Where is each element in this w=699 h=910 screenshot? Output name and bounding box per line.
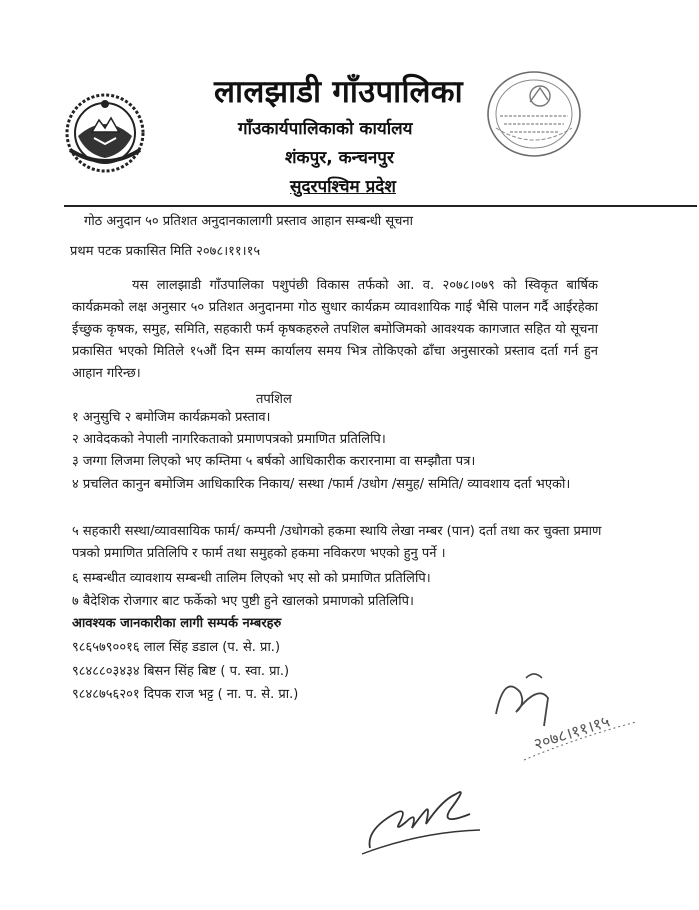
list-item: ७ बैदेशिक रोजगार बाट फर्केको भए पुष्टी हुने खालको प्रमाणको प्रतिलिपि। — [72, 594, 414, 609]
tapasil-heading: तपशिल — [256, 392, 292, 407]
svg-text:२०७८।११।१५: २०७८।११।१५ — [531, 711, 613, 754]
list-item: ६ सम्बन्धीत व्यावशाय सम्बन्धी तालिम लिएको भए सो को प्रमाणित प्रतिलिपि। — [72, 571, 431, 586]
signature-with-date — [486, 664, 676, 774]
contact-row: ९८६५७९००१६ लाल सिंह डडाल (प. से. प्रा.) — [72, 640, 281, 655]
contact-row: ९८४८८०३४३४ बिसन सिंह बिष्ट ( प. स्वा. प्रा.) — [72, 664, 290, 679]
office-address: शंकपुर, कन्चनपुर — [285, 148, 394, 168]
list-item: १ अनुसुचि २ बमोजिम कार्यक्रमको प्रस्ताव। — [72, 410, 271, 425]
list-item: ४ प्रचलित कानुन बमोजिम आधिकारिक निकाय/ सस्था /फार्म /उधोग /समुह/ समिति/ व्यावशाय दर्ता भएको। — [72, 477, 571, 492]
government-emblem-icon — [64, 92, 146, 174]
signature — [360, 770, 490, 855]
header-divider — [64, 205, 697, 207]
office-stamp — [482, 66, 586, 162]
org-name: लालझाडी गाँउपालिका — [214, 74, 463, 110]
province-name: सुदरपश्चिम प्रदेश — [290, 177, 396, 197]
notice-subject: गोठ अनुदान ५० प्रतिशत अनुदानकालागी प्रस्ताव आहान सम्बन्धी सूचना — [84, 214, 413, 229]
contact-heading: आवश्यक जानकारीका लागी सम्पर्क नम्बरहरु — [72, 616, 282, 631]
contact-row: ९८४८७५६२०१ दिपक राज भट्ट ( ना. प. से. प्रा.) — [72, 687, 299, 702]
notice-body: यस लालझाडी गाँउपालिका पशुपंछी विकास तर्फको आ. व. २०७८।०७९ को स्विकृत बार्षिक कार्यक्रमको लक्ष अनुसार ५० प्रतिशत अनुदानमा गोठ सुधार कार्यक्रम व्यावशायिक गाई भैसि पालन गर्दै आईरहेका ईच्छुक कृषक, समुह, समिति, सहकारी फर्म कृषकहरुले तपशिल बमोजिमको आवश्यक कागजात सहित यो सूचना प्रकासित भएको मितिले १५औं दिन सम्म कार्यालय समय भित्र तोकिएको ढाँचा अनुसारको प्रस्ताव दर्ता गर्न हुन आहान गरिन्छ। — [72, 278, 598, 381]
list-item: ५ सहकारी सस्था/व्यावसायिक फार्म/ कम्पनी /उधोगको हकमा स्थायि लेखा नम्बर (पान) दर्ता तथा कर चुक्ता प्रमाण पत्रको प्रमाणित प्रतिलिपि र फार्म तथा समुहको हकमा नविकरण भएको हुनु पर्ने । — [72, 524, 602, 561]
list-item: ३ जग्गा लिजमा लिएको भए कम्तिमा ५ बर्षको आधिकारीक करारनामा वा सम्झौता पत्र। — [72, 454, 476, 469]
published-date: प्रथम पटक प्रकासित मिति २०७८।११।१५ — [70, 244, 261, 259]
list-item: २ आवेदकको नेपाली नागरिकताको प्रमाणपत्रको प्रमाणित प्रतिलिपि। — [72, 432, 386, 447]
office-name: गाँउकार्यपालिकाको कार्यालय — [238, 119, 413, 139]
